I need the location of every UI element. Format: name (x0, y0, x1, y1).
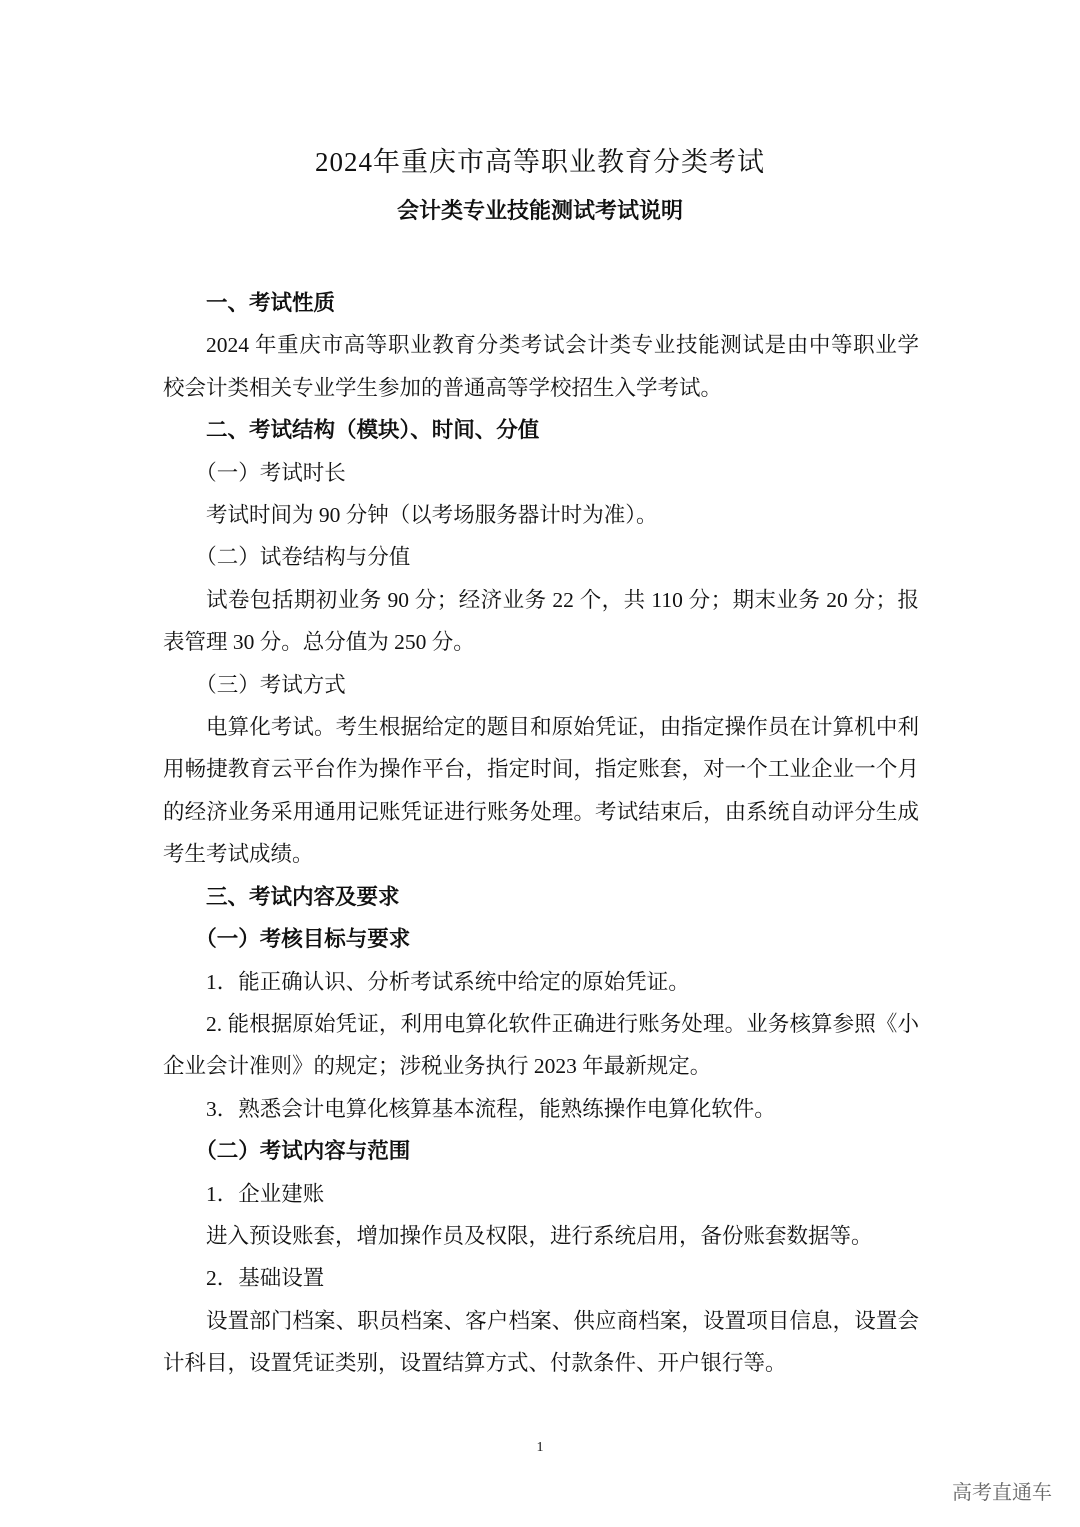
section-heading: 一、考试性质 (206, 291, 336, 315)
subsection-heading: （二）试卷结构与分值 (195, 545, 411, 570)
paragraph: 2024 年重庆市高等职业教育分类考试会计类专业技能测试是由中等职业学校会计类相关专业学生参加的普通高等学校招生入学考试。 (163, 333, 919, 400)
page-number: 1 (536, 1440, 544, 1455)
section-heading: 二、考试结构（模块）、时间、分值 (206, 418, 540, 443)
subsection-heading: （一）考核目标与要求 (195, 927, 411, 952)
paragraph: 设置部门档案、职员档案、客户档案、供应商档案，设置项目信息，设置会计科目，设置凭证类别，设置结算方式、付款条件、开户银行等。 (163, 1308, 919, 1376)
paragraph: 电算化考试。考生根据给定的题目和原始凭证，由指定操作员在计算机中利用畅捷教育云平台作为操作平台，指定时间，指定账套，对一个工业企业一个月的经济业务采用通用记账凭证进行账务处理。考试结束后，由系统自动评分生成考生考试成绩。 (163, 715, 919, 867)
document-body (163, 282, 919, 1385)
paragraph: 考试时间为 90 分钟（以考场服务器计时为准）。 (206, 503, 658, 528)
paragraph: 进入预设账套，增加操作员及权限，进行系统启用，备份账套数据等。 (206, 1223, 873, 1248)
subsection-heading: （一）考试时长 (195, 460, 346, 485)
document-subtitle: 会计类专业技能测试考试说明 (396, 198, 683, 223)
subsection-heading: （三）考试方式 (195, 672, 346, 697)
section-heading: 三、考试内容及要求 (206, 884, 400, 909)
watermark: 高考直通车 (952, 1480, 1052, 1504)
paragraph: 试卷包括期初业务 90 分；经济业务 22 个，共 110 分；期末业务 20 分；报表管理 30 分。总分值为 250 分。 (163, 587, 919, 655)
document-title: 2024年重庆市高等职业教育分类考试 (315, 147, 765, 177)
list-item: 1．企业建账 (206, 1181, 325, 1206)
list-item: 3．熟悉会计电算化核算基本流程，能熟练操作电算化软件。 (206, 1096, 776, 1121)
list-item: 1．能正确认识、分析考试系统中给定的原始凭证。 (206, 969, 690, 994)
subsection-heading: （二）考试内容与范围 (195, 1139, 411, 1164)
list-item: 2．基础设置 (206, 1266, 325, 1291)
list-item: 2. 能根据原始凭证，利用电算化软件正确进行账务处理。业务核算参照《小企业会计准则》的规定；涉税业务执行 2023 年最新规定。 (163, 1011, 919, 1079)
